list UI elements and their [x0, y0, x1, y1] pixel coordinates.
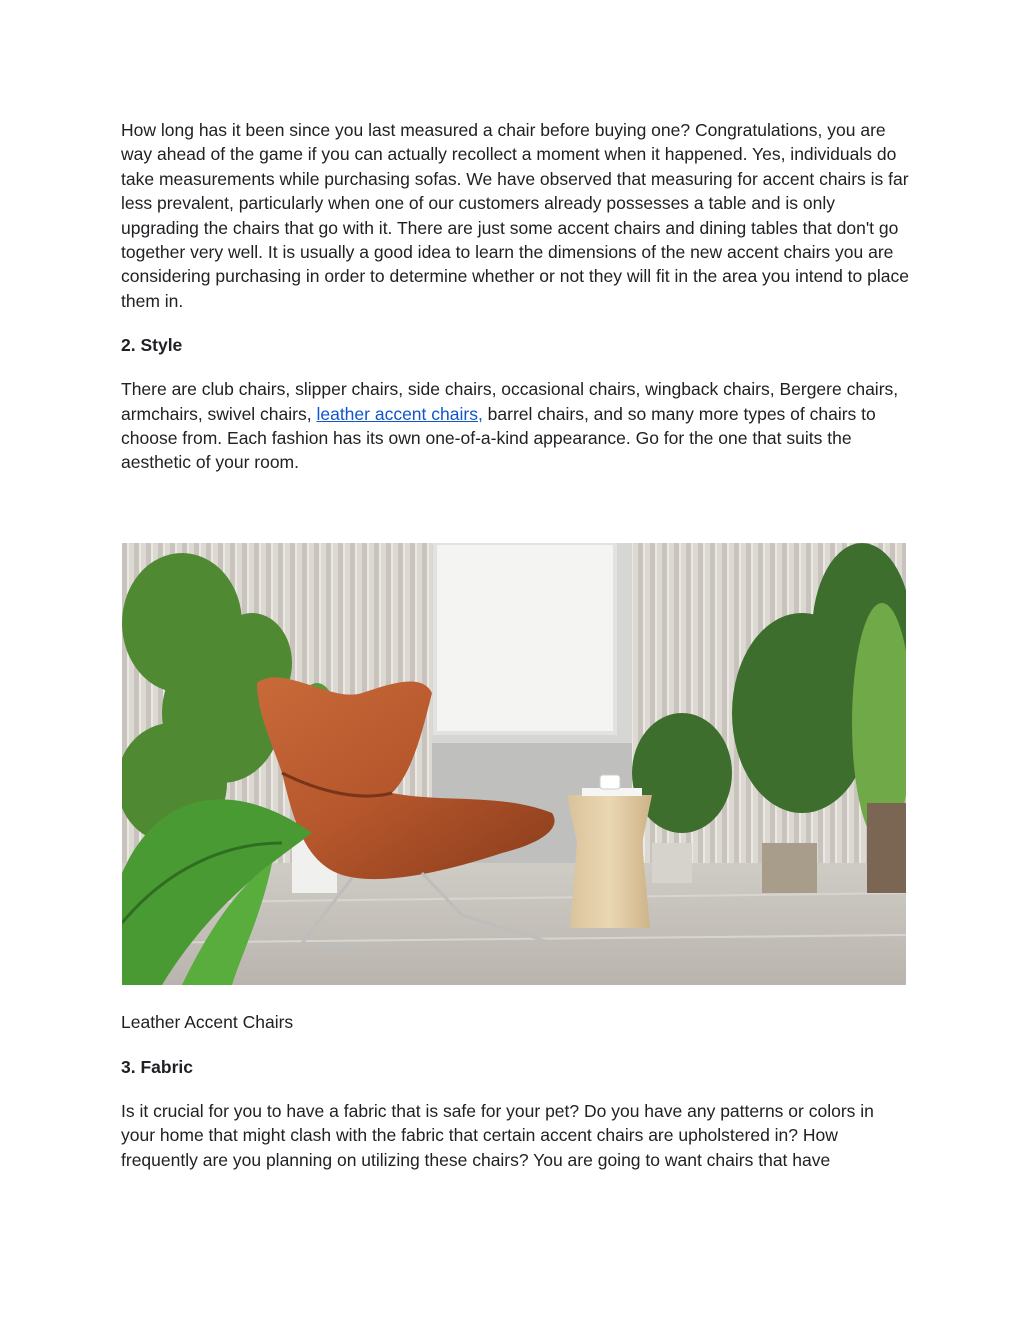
- leather-accent-chairs-link[interactable]: leather accent chairs,: [316, 403, 483, 424]
- document-page: [121, 118, 911, 475]
- fabric-paragraph: Is it crucial for you to have a fabric that is safe for your pet? Do you have any patterns or colors in your home that might clash with the fabric that certain accent chairs are upholstered in? How frequently are you planning on utilizing these chairs? You are going to want chairs that have: [121, 1101, 874, 1170]
- style-text-after-link: barrel chairs, and so many more types of chairs to choose from. Each fashion has its own one-of-a-kind appearance. Go for the one that suits the aesthetic of your room.: [121, 403, 876, 473]
- style-text-before-link: There are club chairs, slipper chairs, side chairs, occasional chairs, wingback chairs, Bergere chairs, armchairs, swivel chairs,: [121, 379, 899, 424]
- style-paragraph: [121, 377, 911, 475]
- intro-paragraph: How long has it been since you last measured a chair before buying one? Congratulations, you are way ahead of the game if you can actually recollect a moment when it happened. Yes, individuals do take measurements while purchasing sofas. We have observed that measuring for accent chairs is far less prevalent, particularly when one of our customers already possesses a table and is only upgrading the chairs that go with it. There are just some accent chairs and dining tables that don't go together very well. It is usually a good idea to learn the dimensions of the new accent chairs you are considering purchasing in order to determine whether or not they will fit in the area you intend to place them in.: [121, 120, 909, 311]
- leather-accent-chair-photo: [122, 543, 906, 985]
- photo-illustration: [122, 543, 906, 985]
- style-heading: 2. Style: [121, 335, 183, 356]
- fabric-heading: 3. Fabric: [121, 1057, 193, 1077]
- figure-caption: Leather Accent Chairs: [121, 1012, 294, 1032]
